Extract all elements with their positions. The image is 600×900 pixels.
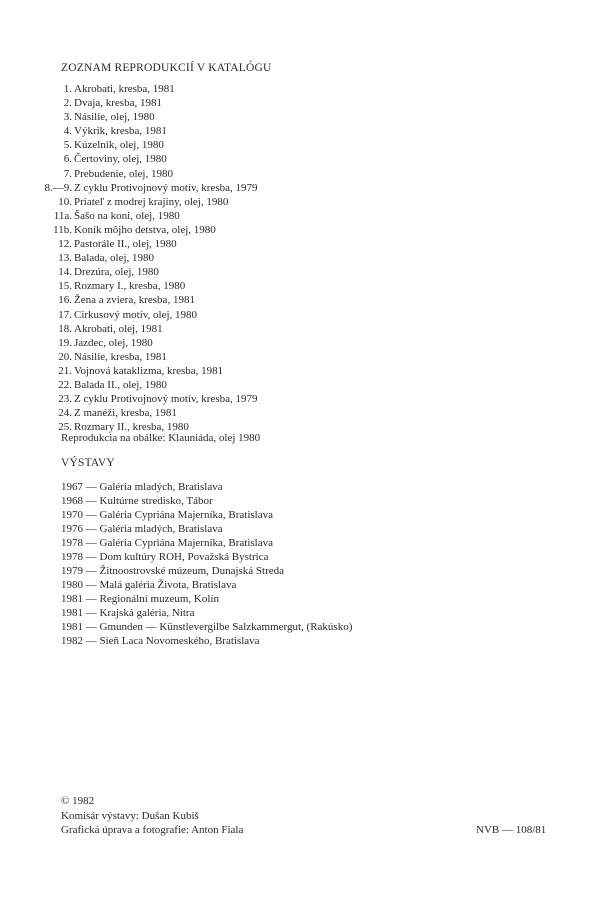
list-item: 10. Priateľ z modrej krajiny, olej, 1980 [58,195,229,208]
reproductions-list [0,82,258,434]
list-item: 21. Vojnová kataklizma, kresba, 1981 [58,364,224,377]
exhibitions-list [61,480,352,648]
list-item: 4. Výkrik, kresba, 1981 [63,125,167,138]
list-item: 1980 — Malá galéria Života, Bratislava [61,579,237,591]
list-item: 1978 — Galéria Cypriána Majerníka, Bratislava [61,537,273,549]
list-item: 3. Násilie, olej, 1980 [63,111,155,124]
list-item: 7. Prebudenie, olej, 1980 [63,167,173,180]
curator-credit: Komisár výstavy: Dušan Kubiš [61,809,199,822]
list-item: 1976 — Galéria mladých, Bratislava [61,523,223,535]
list-item: 23. Z cyklu Protivojnový motív, kresba, 1979 [58,393,258,406]
list-item: 1970 — Galéria Cypriána Majerníka, Bratislava [61,509,273,521]
list-item: 11a. Šašo na koni, olej, 1980 [53,209,180,222]
cover-note: Reprodukcia na obálke: Klauniáda, olej 1980 [61,432,261,444]
list-item: 5. Kúzelník, olej, 1980 [63,139,164,152]
design-credit: Grafická úprava a fotografie: Anton Fiala [61,824,244,836]
list-item: 1979 — Žitnoostrovské múzeum, Dunajská Streda [61,565,285,577]
exhibitions-heading: VÝSTAVY [61,457,115,469]
list-item: 1968 — Kultúrne stredisko, Tábor [61,495,213,507]
list-item: 24. Z manéži, kresba, 1981 [58,407,177,420]
list-item: 1978 — Dom kultúry ROH, Považská Bystrica [61,551,269,563]
list-item: 2. Dvaja, kresba, 1981 [63,97,162,110]
list-item: 22. Balada II., olej, 1980 [58,378,167,391]
list-item: 1967 — Galéria mladých, Bratislava [61,481,223,493]
list-item: 13. Balada, olej, 1980 [58,252,155,265]
list-item: 16. Žena a zviera, kresba, 1981 [58,294,195,307]
list-item: 17. Cirkusový motív, olej, 1980 [58,308,198,321]
list-item: 1982 — Sieň Laca Novomeského, Bratislava [61,635,260,647]
list-item: 11b. Koník môjho detstva, olej, 1980 [53,223,216,236]
list-item: 18. Akrobati, olej, 1981 [58,322,163,335]
publication-code: NVB — 108/81 [476,824,547,836]
list-item: 14. Drezúra, olej, 1980 [58,266,159,279]
reproductions-heading: ZOZNAM REPRODUKCIÍ V KATALÓGU [61,62,272,74]
list-item: 19. Jazdec, olej, 1980 [58,336,153,349]
list-item: 8.—9. Z cyklu Protivojnový motív, kresba, 1979 [44,181,258,194]
list-item: 1981 — Krajská galéria, Nitra [61,607,195,619]
list-item: 1. Akrobati, kresba, 1981 [63,83,175,95]
list-item: 1981 — Gmunden — Künstlevergilbe Salzkammergut, (Rakúsko) [61,621,353,633]
list-item: 1981 — Regionální muzeum, Kolín [61,593,219,605]
colophon [61,794,243,838]
list-item: 6. Čertoviny, olej, 1980 [63,153,167,166]
list-item: 15. Rozmary I., kresba, 1980 [58,280,186,293]
copyright: © 1982 [61,795,95,807]
list-item: 25. Rozmary II., kresba, 1980 [58,421,189,434]
list-item: 20. Násilie, kresba, 1981 [58,350,167,363]
list-item: 12. Pastorále II., olej, 1980 [58,238,177,251]
